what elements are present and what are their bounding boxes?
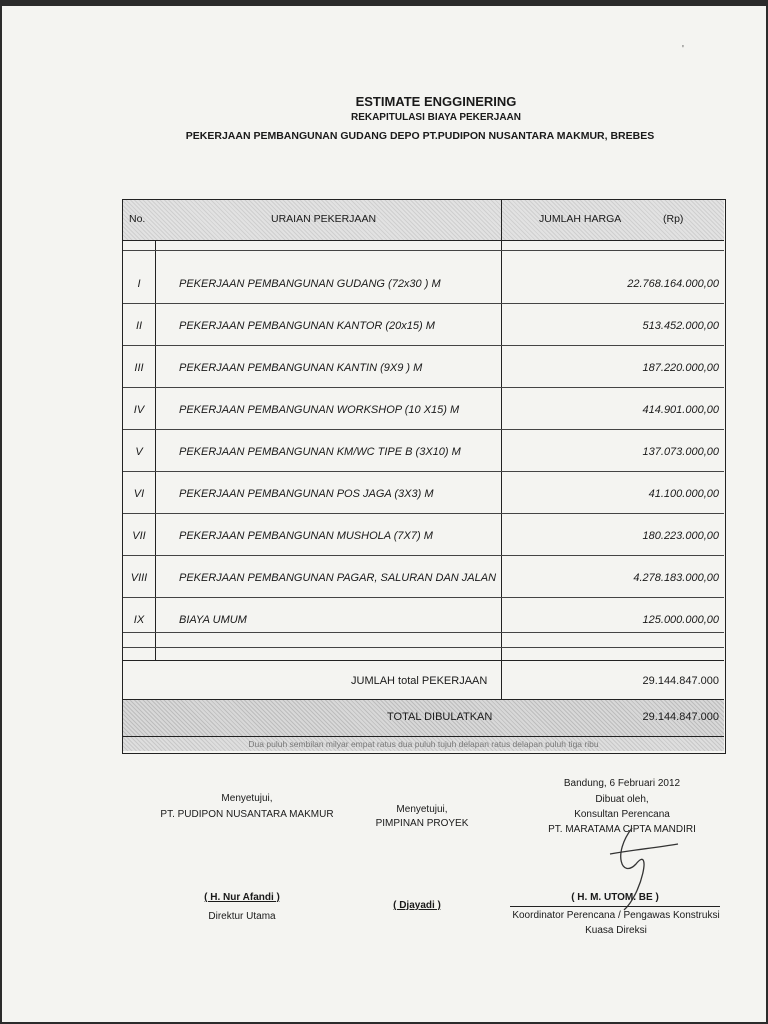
row-description: PEKERJAAN PEMBANGUNAN KANTIN (9X9 ) M [179,362,423,374]
row-divider [123,555,724,556]
row-divider [123,647,724,648]
row-number: VII [132,530,146,542]
header-currency: (Rp) [663,213,684,225]
row-divider [123,660,724,661]
middle-signer-name: ( Djayadi ) [393,900,441,911]
row-number: VIII [130,572,148,584]
row-divider [123,250,724,251]
right-signer-role: Koordinator Perencana / Pengawas Konstruksi [512,910,720,921]
table-row [123,404,724,424]
row-number: IX [133,614,145,626]
left-signer [152,892,332,903]
signature-line [510,906,720,907]
left-signer-name: ( H. Nur Afandi ) [204,892,280,903]
total-value: 29.144.847.000 [642,711,719,723]
document-subtitle: REKAPITULASI BIAYA PEKERJAAN [350,112,522,123]
table-row [123,488,724,508]
row-description: PEKERJAAN PEMBANGUNAN PAGAR, SALURAN DAN JALAN [179,572,497,584]
row-divider [123,513,724,514]
row-number: IV [133,404,145,416]
header-description: URAIAN PEKERJAAN [271,213,377,225]
row-description: PEKERJAAN PEMBANGUNAN MUSHOLA (7X7) M [179,530,433,542]
total-rounded-band [123,699,724,737]
row-divider [123,597,724,598]
row-divider [123,303,724,304]
row-description: PEKERJAAN PEMBANGUNAN POS JAGA (3X3) M [179,488,434,500]
row-amount: 414.901.000,00 [642,404,719,416]
header-no: No. [129,213,146,225]
row-amount: 137.073.000,00 [642,446,719,458]
sum-label: JUMLAH total PEKERJAAN [351,675,488,687]
row-number: VI [133,488,145,500]
amount-in-words: Dua puluh sembilan milyar empat ratus dua puluh tujuh delapan ratus delapan puluh tiga ribu [123,737,724,751]
left-approve-label: Menyetujui, [221,793,273,804]
row-description: PEKERJAAN PEMBANGUNAN KANTOR (20x15) M [179,320,435,332]
row-amount: 22.768.164.000,00 [627,278,719,290]
row-number: I [137,278,141,290]
header-amount: JUMLAH HARGA [539,213,622,225]
row-amount: 41.100.000,00 [648,488,719,500]
row-amount: 180.223.000,00 [642,530,719,542]
page-mark: ' [682,44,684,55]
row-amount: 125.000.000,00 [642,614,719,626]
middle-signer [357,900,477,911]
row-divider [123,387,724,388]
project-name: PEKERJAAN PEMBANGUNAN GUDANG DEPO PT.PUDIPON NUSANTARA MAKMUR, BREBES [185,130,655,142]
table-row [123,446,724,466]
table-row [123,530,724,550]
made-by-label: Dibuat oleh, [595,794,649,805]
row-description: PEKERJAAN PEMBANGUNAN KM/WC TIPE B (3X10) M [179,446,461,458]
consultant-organization: PT. MARATAMA CIPTA MANDIRI [548,824,696,835]
document-title: ESTIMATE ENGGINERING [355,94,517,109]
row-amount: 187.220.000,00 [642,362,719,374]
middle-organization: PIMPINAN PROYEK [375,818,469,829]
total-label: TOTAL DIBULATKAN [387,711,493,723]
table-row [123,320,724,340]
row-number: II [135,320,143,332]
right-signer-role-2: Kuasa Direksi [585,925,647,936]
left-signer-role: Direktur Utama [208,911,276,922]
table-row [123,614,724,634]
row-amount: 4.278.183.000,00 [633,572,719,584]
row-description: PEKERJAAN PEMBANGUNAN WORKSHOP (10 X15) M [179,404,460,416]
sum-value: 29.144.847.000 [642,675,719,687]
right-signer-name: ( H. M. UTOM. BE ) [571,892,659,903]
row-description: PEKERJAAN PEMBANGUNAN GUDANG (72x30 ) M [179,278,441,290]
place-date: Bandung, 6 Februari 2012 [563,778,681,789]
table-row [123,572,724,592]
row-divider [123,471,724,472]
cost-table [122,199,726,754]
table-row [123,278,724,298]
row-number: III [134,362,144,374]
table-row [123,362,724,382]
document-page [2,6,766,1022]
row-amount: 513.452.000,00 [642,320,719,332]
row-number: V [135,446,143,458]
row-description: BIAYA UMUM [179,614,247,626]
middle-approve-label: Menyetujui, [396,804,448,815]
left-organization: PT. PUDIPON NUSANTARA MAKMUR [160,809,334,820]
row-divider [123,345,724,346]
consultant-role: Konsultan Perencana [574,809,670,820]
table-header [123,200,724,241]
row-divider [123,429,724,430]
